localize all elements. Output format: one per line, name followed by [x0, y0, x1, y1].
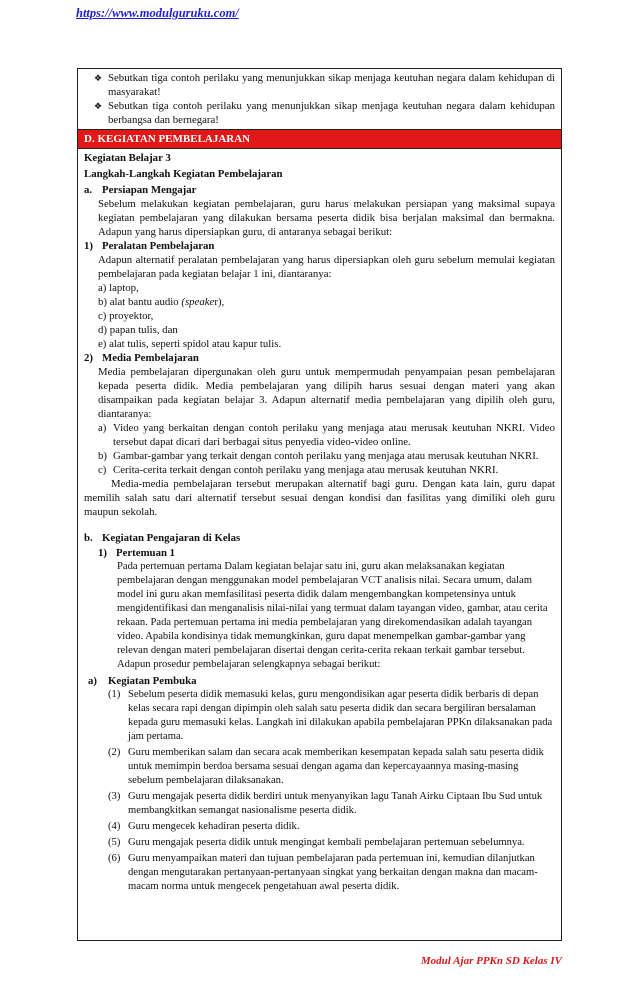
list-item: d) papan tulis, dan [98, 324, 178, 336]
list-item: c) Cerita-cerita terkait dengan contoh perilaku yang menjaga atau merusak keutuhan NKRI. [98, 464, 499, 476]
list-item: (3) Guru mengajak peserta didik berdiri untuk menyanyikan lagu Tanah Airku Ciptaan Ibu Sud untuk membangkitkan semangat nasionalisme peserta didik. [108, 791, 543, 816]
list-item: ❖ Sebutkan tiga contoh perilaku yang menunjukkan sikap menjaga keutuhan negara dalam kehidupan berbangsa dan bernegara! [94, 100, 555, 126]
pembuka-heading: a) Kegiatan Pembuka [88, 675, 197, 687]
peralatan-heading: 1) Peralatan Pembelajaran [84, 240, 215, 252]
persiapan-heading: a. Persiapan Mengajar [84, 184, 197, 196]
list-item: (2) Guru memberikan salam dan secara acak memberikan kesempatan kepada salah satu peserta didik untuk memimpin berdoa bersama sesuai dengan agama dan kepercayaannya masing-masing sebelum pembelajaran dilaksanakan. [108, 747, 544, 786]
list-item: e) alat tulis, seperti spidol atau kapur tulis. [98, 338, 282, 350]
footer-module-title: Modul Ajar PPKn SD Kelas IV [420, 955, 562, 967]
media-text: Media pembelajaran dipergunakan oleh guru untuk mempermudah penyampaian pesan pembelajaran kepada peserta didik. Media pembelajaran yang dilipih harus sesuai dengan materi yang akan disampaikan pada kegiatan belajar 3. Adapun alternatif media pembelajaran yang dipilih oleh guru, diantaranya: [98, 366, 555, 420]
persiapan-text: Sebelum melakukan kegiatan pembelajaran, guru harus melakukan persiapan yang maksimal supaya kegiatan pembelajaran yang dilakukan bersama peserta didik bisa berjalan maksimal dan bermakna. Adapun yang harus dipersiapkan guru, di antaranya sebagai berikut: [98, 198, 555, 238]
header-url-link[interactable]: https://www.modulguruku.com/ [76, 6, 239, 20]
list-item: (4) Guru mengecek kehadiran peserta didik. [108, 821, 300, 832]
diamond-bullet-icon: ❖ [94, 73, 103, 83]
pembuka-steps [84, 688, 555, 894]
list-item: b) alat bantu audio (speaker), [98, 296, 225, 308]
media-heading: 2) Media Pembelajaran [84, 352, 199, 364]
section-header: D. KEGIATAN PEMBELAJARAN [78, 129, 561, 149]
media-closing: Media-media pembelajaran tersebut merupakan alternatif bagi guru. Dengan kata lain, guru dapat memilih salah satu dari alternatif tersebut sesuai dengan kondisi dan fasilitas yang dimiliki oleh guru maupun sekolah. [84, 478, 555, 518]
list-item: b) Gambar-gambar yang terkait dengan contoh perilaku yang menjaga atau merusak keutuhan NKRI. [98, 450, 539, 462]
list-item: a) Video yang berkaitan dengan contoh perilaku yang menjaga atau merusak keutuhan NKRI. Video tersebut dapat dicari dari berbagai situs penyedia video-video online. [98, 422, 555, 448]
content-frame [77, 68, 562, 941]
pertemuan-text: Pada pertemuan pertama Dalam kegiatan belajar satu ini, guru akan melaksanakan kegiatan pembelajaran dengan menggunakan model pembelajaran VCT analisis nilai. Secara umum, dalam model ini guru akan memfasilitasi peserta didik dalam mengembangkan kompetensinya untuk mengidentifikasi dan menganalisis nilai-nilai yang termuat dalam tayangan video, gambar, atau cerita rekaan. Pada pertemuan pertama ini media pembelajaran yang direkomendasikan adalah tayangan video. Apabila kondisinya tidak memungkinkan, guru dapat menempelkan gambar-gambar yang relevan dengan materi pembelajaran disertai dengan cerita-cerita rekaan terkait gambar tersebut. Adapun prosedur pembelajaran selengkapnya sebagai berikut: [117, 561, 548, 670]
list-item: a) laptop, [98, 282, 139, 294]
peralatan-text: Adapun alternatif peralatan pembelajaran yang harus dipersiapkan oleh guru sebelum memulai kegiatan pembelajaran pada kegiatan belajar 1 ini, diantaranya: [98, 254, 555, 280]
list-item: c) proyektor, [98, 310, 154, 322]
media-list [84, 421, 555, 477]
list-item: (5) Guru mengajak peserta didik untuk mengingat kembali pembelajaran pertemuan sebelumnya. [108, 837, 525, 848]
diamond-bullet-icon: ❖ [94, 101, 103, 111]
langkah-title: Langkah-Langkah Kegiatan Pembelajaran [84, 168, 283, 180]
list-item: (6) Guru menyampaikan materi dan tujuan pembelajaran pada pertemuan ini, kemudian dilanjutkan dengan mengutarakan pertanyaan-pertanyaan singkat yang berkaitan dengan makna dan macam-macam norma untuk mengecek pengetahuan awal peserta didik. [108, 853, 538, 892]
list-item: ❖ Sebutkan tiga contoh perilaku yang menunjukkan sikap menjaga keutuhan negara dalam kehidupan di masyarakat! [94, 72, 555, 98]
question-bullets [78, 69, 561, 129]
pertemuan-heading: 1) Pertemuan 1 [98, 547, 176, 559]
section-content [78, 149, 561, 894]
kegiatan-belajar-title: Kegiatan Belajar 3 [84, 152, 171, 164]
list-item: (1) Sebelum peserta didik memasuki kelas, guru mengondisikan agar peserta didik berbaris di depan kelas secara rapi dengan dipimpin oleh salah satu peserta didik dan secara bergiliran bersalaman kepada guru memasuki kelas. Langkah ini dilakukan apabila pembelajaran PPKn dilaksanakan pada jam pertama. [108, 689, 553, 742]
pengajaran-heading: b. Kegiatan Pengajaran di Kelas [84, 532, 241, 544]
peralatan-list [84, 281, 555, 351]
